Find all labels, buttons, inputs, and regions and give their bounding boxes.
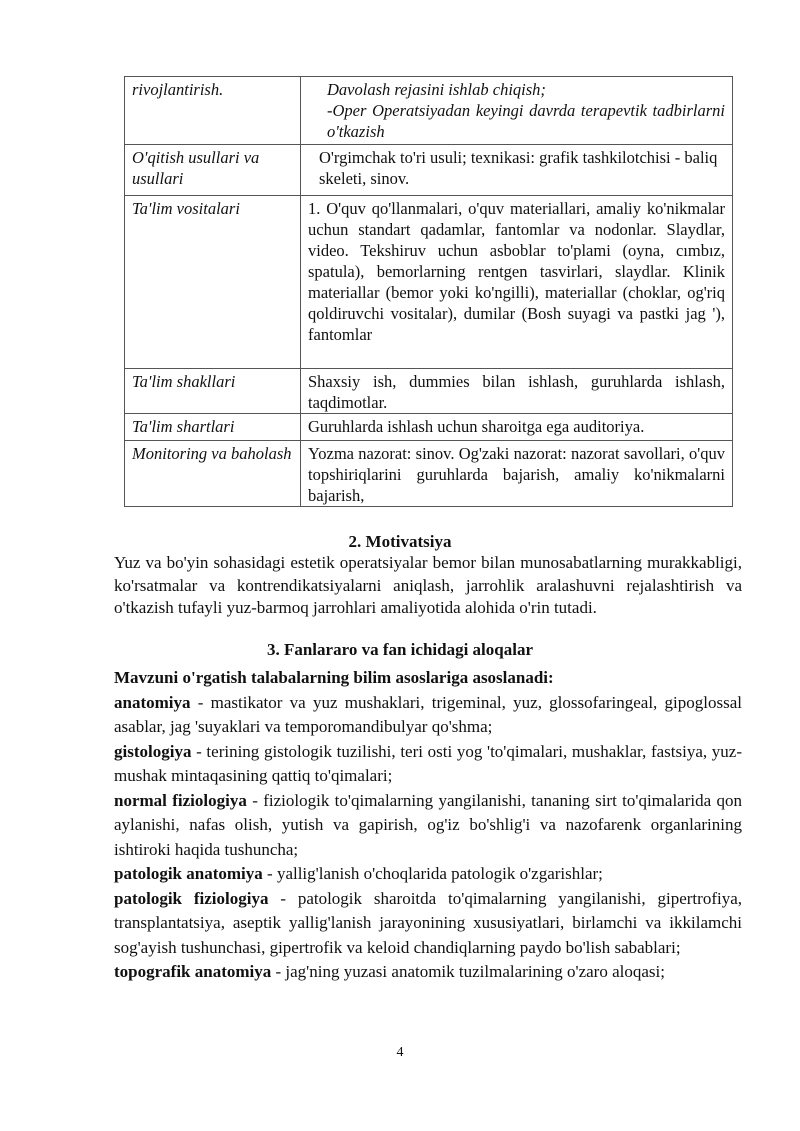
table-cell-value (301, 77, 733, 145)
relation-text: - mastikator va yuz mushaklari, trigeminal, yuz, glossofaringeal, gipoglossal asablar, jag 'suyaklari va temporomandibulyar qo'shma; (114, 692, 742, 736)
table-row (125, 145, 733, 196)
relation-text: - jag'ning yuzasi anatomik tuzilmalarining o'zaro aloqasi; (271, 962, 665, 981)
relations-intro: Mavzuni o'rgatish talabalarning bilim asoslariga asoslanadi: (114, 668, 554, 687)
value-line: Davolash rejasini ishlab chiqish; (327, 80, 546, 99)
table-cell-label: Ta'lim vositalari (125, 196, 301, 369)
table-cell-label: rivojlantirish. (125, 77, 301, 145)
table-cell-label: Ta'lim shartlari (125, 414, 301, 441)
table-cell-label: Monitoring va baholash (125, 441, 301, 507)
relation-term: patologik fiziologiya (114, 888, 269, 908)
table-row (125, 441, 733, 507)
section-heading-relations: 3. Fanlararo va fan ichidagi aloqalar (266, 640, 534, 659)
table-cell-value: O'rgimchak to'ri usuli; texnikasi: grafik tashkilotchisi - baliq skeleti, sinov. (301, 145, 733, 196)
page-number: 4 (396, 1045, 404, 1060)
table-cell-label: O'qitish usullari va usullari (125, 145, 301, 196)
relation-text: - yallig'lanish o'choqlarida patologik o'zgarishlar; (262, 864, 603, 883)
table-row (125, 196, 733, 369)
table-cell-value: Guruhlarda ishlash uchun sharoitga ega auditoriya. (301, 414, 733, 441)
value-line: -Oper Operatsiyadan keyingi davrda terapevtik tadbirlarni o'tkazish (327, 101, 725, 141)
relation-text: - terining gistologik tuzilishi, teri osti yog 'to'qimalari, mushaklar, fastsiya, yuz-mushak mintaqasining qattiq to'qimalari; (114, 741, 742, 785)
relation-item (114, 862, 742, 887)
relation-item (114, 960, 742, 985)
table-row (125, 369, 733, 414)
relation-term: normal fiziologiya (114, 790, 247, 810)
motivation-paragraph: Yuz va bo'yin sohasidagi estetik operatsiyalar bemor bilan munosabatlarning murakkabligi, ko'rsatmalar va kontrendikatsiyalarni aniqlash, jarrohlik aralashuvni rejalashtirish va o'tkazish tufayli yuz-barmoq jarrohlari amaliyotida alohida o'rin tutadi. (114, 553, 742, 617)
relation-term: patologik anatomiya (114, 864, 263, 883)
relation-item (114, 887, 742, 961)
relations-block (114, 666, 742, 985)
relation-term: anatomiya (114, 692, 191, 712)
relation-item (114, 691, 742, 740)
relation-text: - patologik sharoitda to'qimalarning yangilanishi, gipertrofiya, transplantatsiya, aseptik yallig'lanish jarayonining xususiyatlari, birlamchi va ikkilamchi sog'ayish tushunchasi, gipertrofik va keloid chandiqlarning paydo bo'lish sabablari; (114, 888, 742, 957)
table-cell-label: Ta'lim shakllari (125, 369, 301, 414)
relation-item (114, 789, 742, 863)
relation-item (114, 740, 742, 789)
methodology-table (124, 76, 733, 507)
table-row (125, 414, 733, 441)
relation-text: - fiziologik to'qimalarning yangilanishi, tananing sirt to'qimalarida qon aylanishi, nafas olish, yutish va gapirish, og'iz bo'shlig'i va nazofarenk organlarining ishtiroki haqida tushuncha; (114, 790, 742, 859)
section-heading-motivation: 2. Motivatsiya (348, 532, 452, 551)
table-cell-value: Yozma nazorat: sinov. Og'zaki nazorat: nazorat savollari, o'quv topshiriqlarini guruhlarda bajarish, amaliy ko'nikmalarni bajarish, (301, 441, 733, 507)
relation-term: topografik anatomiya (114, 962, 272, 981)
table-cell-value: Shaxsiy ish, dummies bilan ishlash, guruhlarda ishlash, taqdimotlar. (301, 369, 733, 414)
relation-term: gistologiya (114, 741, 192, 761)
table-cell-value: 1. O'quv qo'llanmalari, o'quv materiallari, amaliy ko'nikmalar uchun standart qadamlar, fantomlar va nodonlar. Slaydlar, video. Tekshiruv uchun asboblar to'plami (oyna, cımbız, spatula), bemorlarning rentgen tasvirlari, slaydlar. Klinik materiallar (bemor yoki ko'ngilli), materiallar (choklar, og'riq qoldiruvchi vositalar), dumilar (Bosh suyagi va pastki jag '), fantomlar (301, 196, 733, 369)
table-row (125, 77, 733, 145)
